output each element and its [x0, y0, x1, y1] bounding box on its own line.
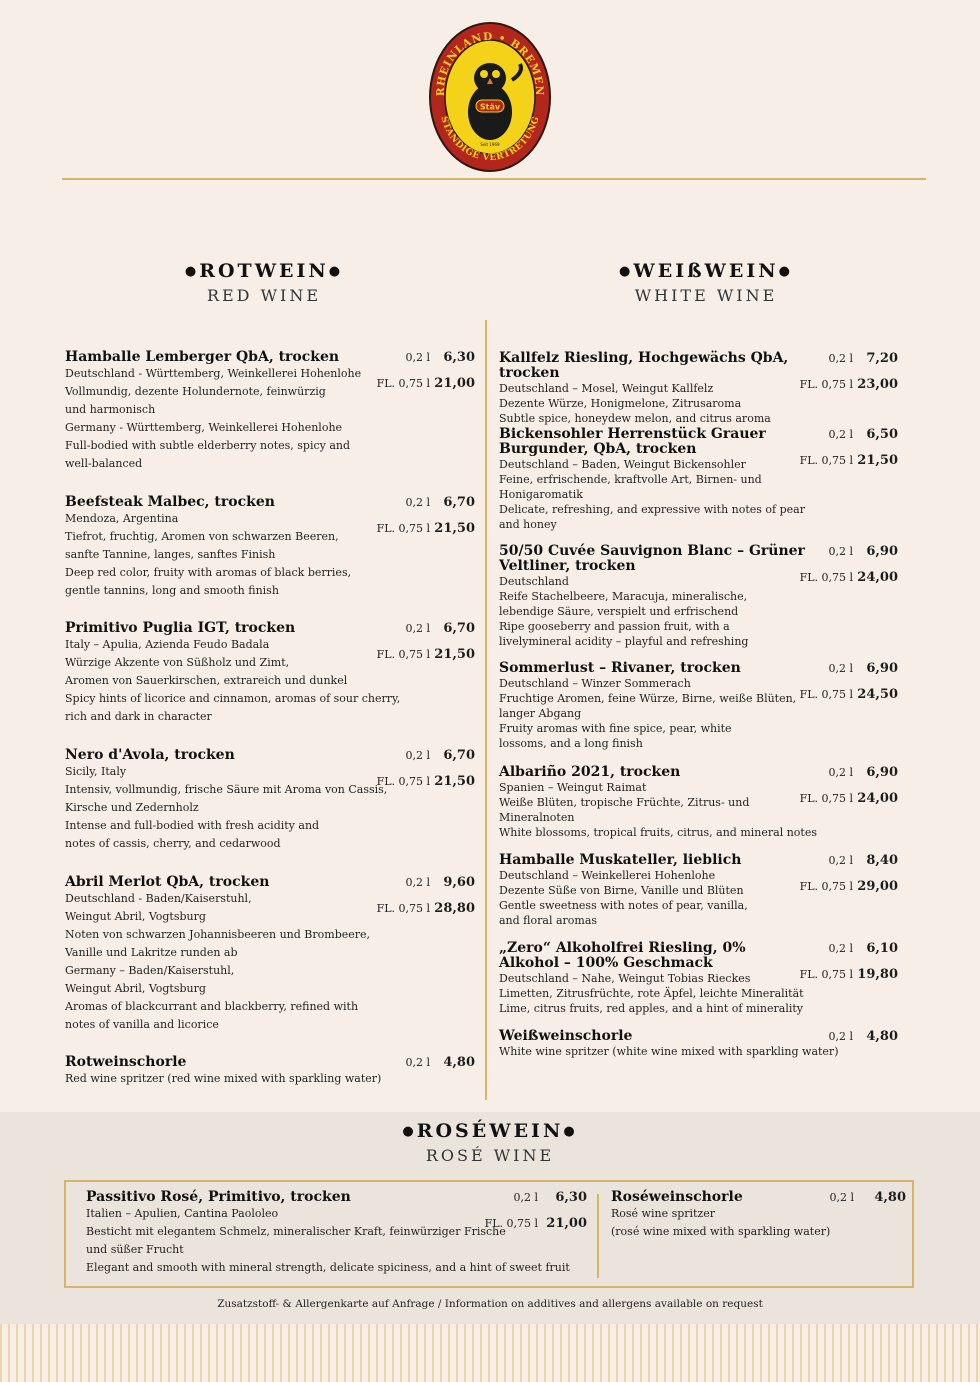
wine-description-line: Dezente Süße von Birne, Vanille und Blüten — [499, 884, 744, 897]
wine-name: Weißweinschorle — [499, 1028, 633, 1044]
wine-description-line: Deep red color, fruity with aromas of black berries, — [65, 566, 352, 579]
wine-name: Kallfelz Riesling, Hochgewächs QbA, trocken — [499, 350, 789, 381]
wine-description-line: Lime, citrus fruits, red apples, and a hint of minerality — [499, 1002, 804, 1015]
wine-item — [499, 427, 898, 532]
wine-item — [499, 853, 898, 928]
wine-description-line: Spanien – Weingut Raimat — [499, 781, 647, 794]
wine-quantity: 0,2 l — [828, 942, 853, 955]
wine-description-line: Vollmundig, dezente Holundernote, feinwürzig — [65, 385, 326, 398]
rose-wine-subtitle: ROSÉ WINE — [425, 1146, 555, 1165]
wine-price: 19,80 — [857, 967, 898, 982]
wine-quantity: 0,2 l — [829, 1191, 854, 1204]
wine-description-line: Sicily, Italy — [65, 765, 127, 778]
wine-description-line: langer Abgang — [499, 707, 582, 720]
wine-description-line: Würzige Akzente von Süßholz und Zimt, — [65, 656, 290, 669]
wine-description-line: Honigaromatik — [499, 488, 583, 501]
wine-description-line: (rosé wine mixed with sparkling water) — [611, 1225, 831, 1238]
wine-item — [65, 621, 475, 726]
wine-quantity: 0,2 l — [405, 749, 430, 762]
wine-item — [499, 941, 898, 1016]
wine-quantity: 0,2 l — [828, 854, 853, 867]
wine-price: 6,90 — [866, 544, 898, 559]
wine-quantity: FL. 0,75 l — [799, 378, 853, 391]
wine-description-line: und süßer Frucht — [86, 1243, 184, 1256]
wine-description-line: sanfte Tannine, langes, sanftes Finish — [65, 548, 276, 561]
wine-name: Passitivo Rosé, Primitivo, trocken — [86, 1189, 351, 1205]
wine-name: Sommerlust – Rivaner, trocken — [499, 660, 741, 676]
wine-price: 21,50 — [434, 647, 475, 662]
wine-description-line: Elegant and smooth with mineral strength, delicate spiciness, and a hint of sweet fruit — [86, 1261, 570, 1274]
wine-quantity: 0,2 l — [828, 428, 853, 441]
wine-quantity: FL. 0,75 l — [799, 792, 853, 805]
wine-quantity: 0,2 l — [405, 876, 430, 889]
wine-item — [499, 544, 898, 649]
wine-description-line: and honey — [499, 518, 557, 531]
wine-description-line: Fruchtige Aromen, feine Würze, Birne, weiße Blüten, — [499, 692, 797, 705]
wine-description-line: lossoms, and a long finish — [499, 737, 643, 750]
wine-description-line: Rosé wine spritzer — [611, 1207, 716, 1220]
wine-description-line: Weingut Abril, Vogtsburg — [65, 982, 206, 995]
stav-logo — [428, 20, 552, 174]
wine-description-line: Noten von schwarzen Johannisbeeren und Brombeere, — [65, 928, 371, 941]
wine-quantity: FL. 0,75 l — [799, 571, 853, 584]
rose-divider — [597, 1194, 599, 1278]
wine-price: 9,60 — [443, 875, 475, 890]
wine-description-line: Weingut Abril, Vogtsburg — [65, 910, 206, 923]
wine-description-line: Reife Stachelbeere, Maracuja, mineralische, — [499, 590, 748, 603]
decorative-stripes — [0, 1324, 980, 1382]
wine-item — [611, 1190, 906, 1241]
wine-price: 6,90 — [866, 661, 898, 676]
wine-quantity: FL. 0,75 l — [376, 522, 430, 535]
wine-description-line: and floral aromas — [499, 914, 598, 927]
wine-quantity: FL. 0,75 l — [484, 1217, 538, 1230]
wine-quantity: FL. 0,75 l — [799, 880, 853, 893]
wine-name: „Zero“ Alkoholfrei Riesling, 0% Alkohol – 100% Geschmack — [499, 940, 746, 971]
wine-description-line: Feine, erfrischende, kraftvolle Art, Birnen- und — [499, 473, 762, 486]
wine-description-line: Subtle spice, honeydew melon, and citrus aroma — [499, 412, 771, 425]
wine-description-line: Limetten, Zitrusfrüchte, rote Äpfel, leichte Mineralität — [499, 987, 804, 1000]
wine-price: 24,50 — [857, 687, 898, 702]
wine-description-line: Besticht mit elegantem Schmelz, mineralischer Kraft, feinwürziger Frische — [86, 1225, 506, 1238]
wine-quantity: 0,2 l — [405, 622, 430, 635]
wine-name: Nero d'Avola, trocken — [65, 747, 235, 763]
wine-item — [65, 875, 475, 1034]
wine-price: 28,80 — [434, 901, 475, 916]
wine-description-line: Deutschland — [499, 575, 569, 588]
logo-top-text: RHEINLAND • BREMEN — [434, 30, 546, 97]
wine-description-line: Deutschland – Mosel, Weingut Kallfelz — [499, 382, 714, 395]
wine-description-line: Deutschland – Winzer Sommerach — [499, 677, 691, 690]
wine-description-line: livelymineral acidity – playful and refreshing — [499, 635, 749, 648]
wine-description-line: Kirsche und Zedernholz — [65, 801, 199, 814]
wine-name: 50/50 Cuvée Sauvignon Blanc – Grüner Veltliner, trocken — [499, 543, 805, 574]
wine-description-line: well-balanced — [65, 457, 143, 470]
top-divider — [62, 178, 926, 180]
wine-price: 7,20 — [866, 351, 898, 366]
red-wine-subtitle: RED WINE — [206, 286, 322, 305]
wine-quantity: FL. 0,75 l — [799, 688, 853, 701]
wine-description-line: Germany – Baden/Kaiserstuhl, — [65, 964, 235, 977]
wine-price: 23,00 — [857, 377, 898, 392]
wine-description-line: Ripe gooseberry and passion fruit, with a — [499, 620, 730, 633]
wine-quantity: FL. 0,75 l — [376, 902, 430, 915]
logo-tagline: Seit 1969 — [480, 142, 500, 147]
white-wine-heading: ●WEIßWEIN● WHITE WINE — [536, 260, 876, 305]
wine-price: 6,70 — [443, 621, 475, 636]
wine-description-line: Germany - Württemberg, Weinkellerei Hohenlohe — [65, 421, 343, 434]
wine-quantity: 0,2 l — [405, 351, 430, 364]
wine-description-line: Deutschland – Nahe, Weingut Tobias Rieckes — [499, 972, 751, 985]
wine-price: 4,80 — [874, 1190, 906, 1205]
wine-description-line: Fruity aromas with fine spice, pear, white — [499, 722, 732, 735]
logo-badge: Stäv — [479, 102, 501, 112]
column-divider — [485, 320, 487, 1100]
wine-description-line: rich and dark in character — [65, 710, 212, 723]
wine-price: 6,70 — [443, 748, 475, 763]
wine-description-line: Deutschland - Baden/Kaiserstuhl, — [65, 892, 252, 905]
wine-description-line: Red wine spritzer (red wine mixed with sparkling water) — [65, 1072, 382, 1085]
wine-price: 21,50 — [857, 453, 898, 468]
wine-item — [499, 351, 898, 426]
wine-description-line: White wine spritzer (white wine mixed with sparkling water) — [499, 1045, 839, 1058]
wine-description-line: Intense and full-bodied with fresh acidity and — [65, 819, 320, 832]
logo-bottom-text: STÄNDIGE VERTRETUNG — [438, 115, 542, 164]
wine-item — [86, 1190, 587, 1277]
wine-item — [499, 1029, 898, 1059]
wine-price: 6,90 — [866, 765, 898, 780]
wine-quantity: 0,2 l — [828, 766, 853, 779]
wine-description-line: Vanille und Lakritze runden ab — [65, 946, 238, 959]
wine-item — [499, 661, 898, 751]
wine-description-line: Aromen von Sauerkirschen, extrareich und dunkel — [65, 674, 348, 687]
rose-wine-heading: ●ROSÉWEIN● ROSÉ WINE — [320, 1120, 660, 1165]
wine-description-line: Intensiv, vollmundig, frische Säure mit Aroma von Cassis, — [65, 783, 388, 796]
red-wine-title: ROTWEIN — [199, 260, 329, 282]
wine-item — [65, 1055, 475, 1088]
wine-price: 21,00 — [434, 376, 475, 391]
wine-name: Rotweinschorle — [65, 1054, 187, 1070]
white-wine-subtitle: WHITE WINE — [634, 286, 778, 305]
wine-price: 6,50 — [866, 427, 898, 442]
wine-name: Abril Merlot QbA, trocken — [65, 874, 270, 890]
wine-price: 4,80 — [443, 1055, 475, 1070]
wine-description-line: Deutschland - Württemberg, Weinkellerei Hohenlohe — [65, 367, 362, 380]
wine-price: 6,30 — [443, 350, 475, 365]
wine-price: 24,00 — [857, 791, 898, 806]
wine-name: Hamballe Muskateller, lieblich — [499, 852, 742, 868]
white-wine-title: WEIßWEIN — [633, 260, 779, 282]
wine-price: 29,00 — [857, 879, 898, 894]
wine-name: Hamballe Lemberger QbA, trocken — [65, 349, 340, 365]
wine-description-line: notes of cassis, cherry, and cedarwood — [65, 837, 281, 850]
wine-price: 21,50 — [434, 774, 475, 789]
wine-description-line: Italien – Apulien, Cantina Paololeo — [86, 1207, 279, 1220]
wine-name: Primitivo Puglia IGT, trocken — [65, 620, 296, 636]
wine-quantity: FL. 0,75 l — [799, 968, 853, 981]
wine-quantity: FL. 0,75 l — [376, 775, 430, 788]
wine-description-line: Italy – Apulia, Azienda Feudo Badala — [65, 638, 270, 651]
wine-description-line: Deutschland – Weinkellerei Hohenlohe — [499, 869, 716, 882]
wine-description-line: Gentle sweetness with notes of pear, vanilla, — [499, 899, 748, 912]
wine-quantity: 0,2 l — [828, 1030, 853, 1043]
wine-description-line: lebendige Säure, verspielt und erfrischend — [499, 605, 739, 618]
wine-description-line: White blossoms, tropical fruits, citrus, and mineral notes — [499, 826, 818, 839]
wine-description-line: Mendoza, Argentina — [65, 512, 179, 525]
wine-quantity: FL. 0,75 l — [799, 454, 853, 467]
wine-quantity: FL. 0,75 l — [376, 648, 430, 661]
wine-description-line: notes of vanilla and licorice — [65, 1018, 219, 1031]
allergen-footer: Zusatzstoff- & Allergenkarte auf Anfrage / Information on additives and allergens available on request — [217, 1298, 763, 1310]
wine-quantity: 0,2 l — [405, 496, 430, 509]
wine-description-line: Aromas of blackcurrant and blackberry, refined with — [65, 1000, 359, 1013]
wine-price: 24,00 — [857, 570, 898, 585]
wine-quantity: 0,2 l — [405, 1056, 430, 1069]
wine-name: Albariño 2021, trocken — [499, 764, 681, 780]
wine-name: Bickensohler Herrenstück Grauer Burgunder, QbA, trocken — [499, 426, 766, 457]
wine-quantity: 0,2 l — [828, 352, 853, 365]
wine-item — [65, 350, 475, 473]
wine-description-line: Spicy hints of licorice and cinnamon, aromas of sour cherry, — [65, 692, 401, 705]
wine-quantity: 0,2 l — [828, 662, 853, 675]
wine-price: 21,00 — [546, 1216, 587, 1231]
red-wine-heading: ●ROTWEIN● RED WINE — [94, 260, 434, 305]
wine-description-line: Deutschland – Baden, Weingut Bickensohler — [499, 458, 746, 471]
wine-description-line: und harmonisch — [65, 403, 156, 416]
wine-description-line: gentle tannins, long and smooth finish — [65, 584, 279, 597]
wine-name: Beefsteak Malbec, trocken — [65, 494, 275, 510]
wine-description-line: Weiße Blüten, tropische Früchte, Zitrus- und — [499, 796, 750, 809]
rose-wine-title: ROSÉWEIN — [416, 1120, 564, 1142]
wine-description-line: Mineralnoten — [499, 811, 575, 824]
wine-item — [65, 495, 475, 600]
wine-quantity: 0,2 l — [828, 545, 853, 558]
wine-quantity: FL. 0,75 l — [376, 377, 430, 390]
wine-name: Roséweinschorle — [611, 1189, 743, 1205]
wine-description-line: Full-bodied with subtle elderberry notes, spicy and — [65, 439, 351, 452]
wine-item — [499, 765, 898, 840]
wine-price: 6,30 — [555, 1190, 587, 1205]
wine-item — [65, 748, 475, 853]
wine-price: 6,10 — [866, 941, 898, 956]
wine-price: 6,70 — [443, 495, 475, 510]
wine-price: 21,50 — [434, 521, 475, 536]
wine-description-line: Dezente Würze, Honigmelone, Zitrusaroma — [499, 397, 742, 410]
wine-price: 4,80 — [866, 1029, 898, 1044]
wine-quantity: 0,2 l — [513, 1191, 538, 1204]
wine-description-line: Delicate, refreshing, and expressive with notes of pear — [499, 503, 805, 516]
wine-price: 8,40 — [866, 853, 898, 868]
wine-description-line: Tiefrot, fruchtig, Aromen von schwarzen Beeren, — [65, 530, 339, 543]
